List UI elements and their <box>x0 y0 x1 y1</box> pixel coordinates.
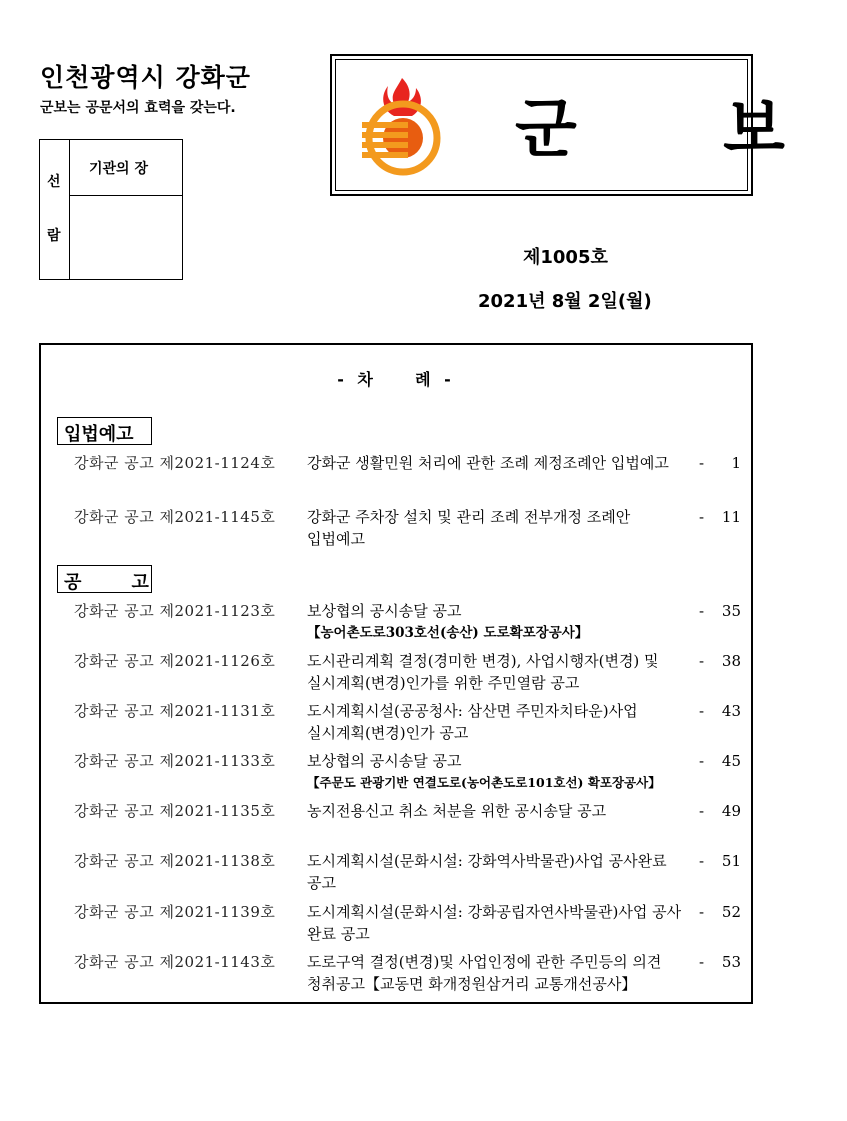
issue-number: 제1005호 <box>523 247 608 268</box>
section-label-public-notice: 공 고 <box>57 565 152 593</box>
entry-title: 강화군 주차장 설치 및 관리 조례 전부개정 조례안 <box>307 508 631 526</box>
entry-title: 도시계획시설(문화시설: 강화역사박물관)사업 공사완료 <box>307 852 667 870</box>
approval-side-column <box>40 140 70 279</box>
entry-title: 강화군 생활민원 처리에 관한 조례 제정조례안 입법예고 <box>307 454 669 472</box>
entry-title: 도시관리계획 결정(경미한 변경), 사업시행자(변경) 및 <box>307 652 659 670</box>
gazette-notice: 군보는 공문서의 효력을 갖는다. <box>40 100 236 116</box>
notice-number: 강화군 공고 제2021-1145호 <box>74 508 276 526</box>
approval-box <box>39 139 183 280</box>
notice-number: 강화군 공고 제2021-1135호 <box>74 802 276 820</box>
entry-project-note: 【농어촌도로303호선(송산) 도로확포장공사】 <box>307 625 589 641</box>
page-number: 53 <box>721 953 741 971</box>
notice-number: 강화군 공고 제2021-1143호 <box>74 953 276 971</box>
notice-number: 강화군 공고 제2021-1138호 <box>74 852 276 870</box>
page-number: 52 <box>721 903 741 921</box>
entry-title: 도시계획시설(문화시설: 강화공립자연사박물관)사업 공사 <box>307 903 682 921</box>
page-number: 45 <box>721 752 741 770</box>
entry-title: 보상협의 공시송달 공고 <box>307 752 462 770</box>
county-emblem-icon <box>360 76 446 176</box>
masthead-box <box>330 54 847 196</box>
approval-side-top: 선 <box>47 174 61 190</box>
leader-dash: - <box>699 702 705 720</box>
entry-title-line2: 입법예고 <box>307 530 365 548</box>
issue-date: 2021년 8월 2일(월) <box>478 291 652 312</box>
leader-dash: - <box>699 953 705 971</box>
table-of-contents <box>39 343 753 1004</box>
leader-dash: - <box>699 652 705 670</box>
entry-title: 보상협의 공시송달 공고 <box>307 602 462 620</box>
leader-dash: - <box>699 802 705 820</box>
entry-title: 도로구역 결정(변경)및 사업인정에 관한 주민등의 의견 <box>307 953 662 971</box>
entry-title-line2: 실시계획(변경)인가 공고 <box>307 724 469 742</box>
notice-number: 강화군 공고 제2021-1123호 <box>74 602 276 620</box>
approval-side-bottom: 람 <box>47 228 61 244</box>
leader-dash: - <box>699 602 705 620</box>
entry-project-note: 【주문도 관광기반 연결도로(농어촌도로101호선) 확포장공사】 <box>307 775 661 790</box>
notice-number: 강화군 공고 제2021-1131호 <box>74 702 276 720</box>
page-number: 1 <box>731 454 741 472</box>
approval-header <box>70 140 182 196</box>
notice-number: 강화군 공고 제2021-1139호 <box>74 903 276 921</box>
page-number: 49 <box>721 802 741 820</box>
page-number: 35 <box>721 602 741 620</box>
issuer-name: 인천광역시 강화군 <box>40 63 251 92</box>
notice-number: 강화군 공고 제2021-1133호 <box>74 752 276 770</box>
entry-title-line2: 완료 공고 <box>307 925 370 943</box>
entry-title: 농지전용신고 취소 처분을 위한 공시송달 공고 <box>307 802 607 820</box>
toc-heading: - 차 례 - <box>337 370 455 389</box>
page-number: 38 <box>721 652 741 670</box>
page-number: 43 <box>721 702 741 720</box>
leader-dash: - <box>699 508 705 526</box>
entry-title-line2: 공고 <box>307 874 336 892</box>
entry-title-line2: 청취공고【교동면 화개정원삼거리 교통개선공사】 <box>307 975 637 993</box>
section-label-legislative-notice: 입법예고 <box>57 417 152 445</box>
entry-title-line2: 실시계획(변경)인가를 위한 주민열람 공고 <box>307 674 580 692</box>
leader-dash: - <box>699 752 705 770</box>
notice-number: 강화군 공고 제2021-1124호 <box>74 454 276 472</box>
leader-dash: - <box>699 852 705 870</box>
gazette-title: 군 보 <box>515 93 847 167</box>
leader-dash: - <box>699 903 705 921</box>
leader-dash: - <box>699 454 705 472</box>
page-number: 11 <box>721 508 741 526</box>
approval-header-label: 기관의 장 <box>89 161 148 177</box>
notice-number: 강화군 공고 제2021-1126호 <box>74 652 276 670</box>
page-number: 51 <box>721 852 741 870</box>
entry-title: 도시계획시설(공공청사: 삼산면 주민자치타운)사업 <box>307 702 638 720</box>
